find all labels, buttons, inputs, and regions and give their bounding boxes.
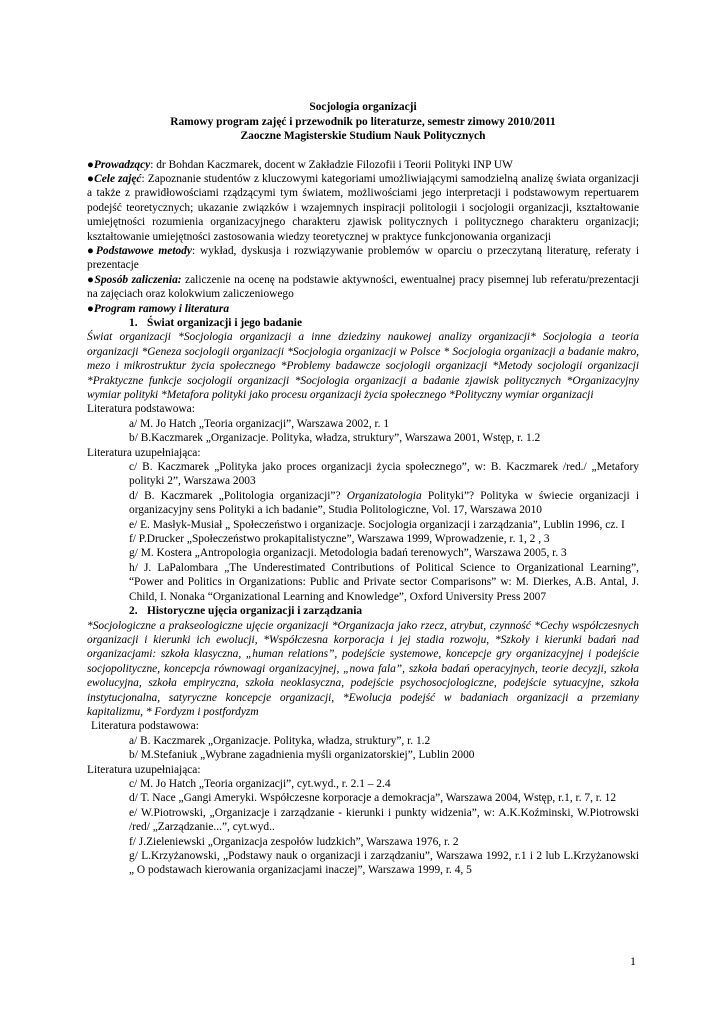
- document-body: [87, 100, 639, 878]
- bullet-icon: ●: [87, 244, 96, 257]
- reference-item: a/ B. Kaczmarek „Organizacje. Polityka, władza, struktury”, r. 1.2: [129, 734, 431, 747]
- methods-text: : wykład, dyskusja i rozwiązywanie problemów w oparciu o przeczytaną literaturę, referaty i prezentacje: [87, 244, 639, 272]
- section-2-title: [87, 604, 639, 618]
- section-2-topics: *Socjologiczne a prakseologiczne ujęcie organizacji *Organizacja jako rzecz, atrybut, czynność *Cechy współczesnych organizacji i kierunki ich ewolucji, *Współczesna korporacja i jej stadia rozwoju, *Szkoły i kierunki badań nad organizacjami: szkoła klasyczna, „human relations”, podejście systemowe, koncepcje gry organizacyjnej i podejście socjopolityczne, koncepcja równowagi organizacyjnej, „nowa fala”, szkoła badań operacyjnych, teorie decyzji, szkoła ewolucyjna, szkoła empiryczna, szkoła neoklasyczna, podejście psychosocjologiczne, podejście sytuacyjne, szkoła instytucjonalna, satyryczne koncepcje organizacji, *Ewolucja podejść w badaniach organizacji a przemiany kapitalizmu, * Fordyzm i postfordyzm: [87, 619, 639, 718]
- methods-label: Podstawowe metody: [95, 244, 192, 257]
- section-2-basic-label: Literatura podstawowa:: [91, 720, 199, 733]
- bullet-icon: ●: [87, 302, 94, 315]
- methods-paragraph: [87, 244, 639, 273]
- reference-item: g/ M. Kostera „Antropologia organizacji. Metodologia badań terenowych”, Warszawa 2005, r. 3: [129, 547, 567, 560]
- bullet-icon: ●: [87, 273, 95, 286]
- section-1-title: [87, 316, 639, 330]
- reference-item: c/ B. Kaczmarek „Polityka jako proces organizacji życia społecznego”, w: B. Kaczmarek /red./ „Metafory polityki 2”, Warszawa 2003: [129, 461, 639, 488]
- reference-item: f/ P.Drucker „Społeczeństwo prokapitalistyczne”, Warszawa 1999, Wprowadzenie, r. 1, 2 , 3: [129, 533, 550, 546]
- program-heading: [87, 302, 639, 316]
- grading-paragraph: [87, 273, 639, 302]
- section-1-basic-label: Literatura podstawowa:: [87, 403, 195, 416]
- section-2-extra-label: Literatura uzupełniająca:: [87, 763, 201, 776]
- section-1-title-text: Świat organizacji i jego badanie: [147, 316, 303, 329]
- bullet-icon: ●: [87, 158, 94, 171]
- section-1-number: 1.: [129, 316, 138, 329]
- section-2-number: 2.: [129, 605, 138, 618]
- instructor-text: : dr Bohdan Kaczmarek, docent w Zakładzie Filozofii i Teorii Polityki INP UW: [150, 158, 513, 171]
- reference-item: f/ J.Zieleniewski „Organizacja zespołów ludzkich”, Warszawa 1976, r. 2: [129, 835, 459, 848]
- goals-paragraph: [87, 172, 639, 244]
- reference-item: d/ T. Nace „Gangi Ameryki. Współczesne korporacje a demokracja”, Warszawa 2004, Wstęp, r.1, r. 7, r. 12: [129, 792, 617, 805]
- program-name: Zaoczne Magisterskie Studium Nauk Politycznych: [240, 130, 486, 142]
- goals-text: : Zapoznanie studentów z kluczowymi kategoriami umożliwiającymi samodzielną analizę świata organizacji a także z prawidłowościami rządzącymi tym światem, możliwościami jego interpretacji i podstawowym repertuarem podejść teoretycznych; ukazanie związków i wzajemnych inspiracji politologii i socjologii organizacji, kształtowanie umiejętności rozumienia organizacyjnego charakteru zjawisk politycznych i politycznego charakteru organizacji; kształtowanie umiejętności zastosowania wiedzy teoretycznej w praktyce funkcjonowania organizacji: [87, 172, 639, 243]
- section-1-topics: Świat organizacji *Socjologia organizacji a inne dziedziny naukowej analizy organizacji* Socjologia a teoria organizacji *Geneza socjologii organizacji *Socjologia organizacji w Polsce * Socjologia organizacji a badanie makro, mezo i mikrostruktur życia społecznego *Problemy badawcze socjologii organizacji *Metody socjologii organizacji *Praktyczne funkcje socjologii organizacji *Socjologia organizacji a badanie zjawisk politycznych *Organizacyjny wymiar polityki *Metafora polityki jako procesu organizacji życia społecznego *Polityczny wymiar organizacji: [87, 331, 639, 401]
- goals-label: Cele zajęć: [94, 172, 142, 185]
- grading-text: zaliczenie na ocenę na podstawie aktywności, ewentualnej pracy pisemnej lub referatu/prezentacji na zajęciach oraz kolokwium zaliczeniowego: [87, 273, 639, 301]
- bullet-icon: ●: [87, 172, 95, 185]
- document-title: Socjologia organizacji: [309, 101, 417, 113]
- reference-item: h/ J. LaPalombara „The Underestimated Contributions of Political Science to Organizational Learning”, “Power and Politics in Organizations: Public and Private sector Comparisons” w: M. Dierkes, A.B. Antal, J. Child, I. Nonaka “Organizational Learning and Knowledge”, Oxford University Press 2007: [129, 561, 639, 603]
- instructor-line: [87, 158, 639, 172]
- reference-item: g/ L.Krzyżanowski, „Podstawy nauk o organizacji i zarządzaniu”, Warszawa 1992, r.1 i 2 lub L.Krzyżanowski „ O podstawach kierowania organizacjami inaczej”, Warszawa 1999, r. 4, 5: [129, 850, 639, 877]
- reference-item: c/ M. Jo Hatch „Teoria organizacji”, cyt.wyd., r. 2.1 – 2.4: [129, 777, 391, 790]
- reference-item: e/ W.Piotrowski, „Organizacje i zarządzanie - kierunki i punkty widzenia”, w: A.K.Koźminski, W.Piotrowski /red/ „Zarządzanie...”, cyt.wyd..: [129, 806, 639, 834]
- reference-item: [87, 489, 639, 518]
- section-2-title-text: Historyczne ujęcia organizacji i zarządzania: [147, 605, 363, 618]
- reference-item: e/ E. Masłyk-Musiał „ Społeczeństwo i organizacje. Socjologia organizacji i zarządzania”, Lublin 1996, cz. I: [129, 518, 625, 531]
- reference-text: Polityki”? Polityka w świecie organizacji i organizacyjny sens Polityki a ich badanie”, Studia Politologiczne, Vol. 17, Warszawa 2010: [129, 489, 640, 517]
- reference-item: a/ M. Jo Hatch „Teoria organizacji”, Warszawa 2002, r. 1: [129, 417, 390, 430]
- page-number: 1: [630, 954, 636, 968]
- reference-item: b/ B.Kaczmarek „Organizacje. Polityka, władza, struktury”, Warszawa 2001, Wstęp, r. 1.2: [129, 432, 541, 445]
- reference-item: b/ M.Stefaniuk „Wybrane zagadnienia myśli organizatorskiej”, Lublin 2000: [129, 749, 475, 762]
- instructor-label: Prowadzący: [93, 158, 151, 171]
- reference-text: d/ B. Kaczmarek „Politologia organizacji”?: [129, 489, 347, 502]
- program-label: Program ramowy i literatura: [93, 302, 230, 315]
- document-subtitle: Ramowy program zajęć i przewodnik po literaturze, semestr zimowy 2010/2011: [170, 115, 556, 128]
- section-1-extra-label: Literatura uzupełniająca:: [87, 446, 201, 459]
- document-header: [87, 100, 639, 144]
- grading-label: Sposób zaliczenia:: [94, 273, 182, 286]
- reference-italic-text: Organizatologia: [346, 489, 422, 502]
